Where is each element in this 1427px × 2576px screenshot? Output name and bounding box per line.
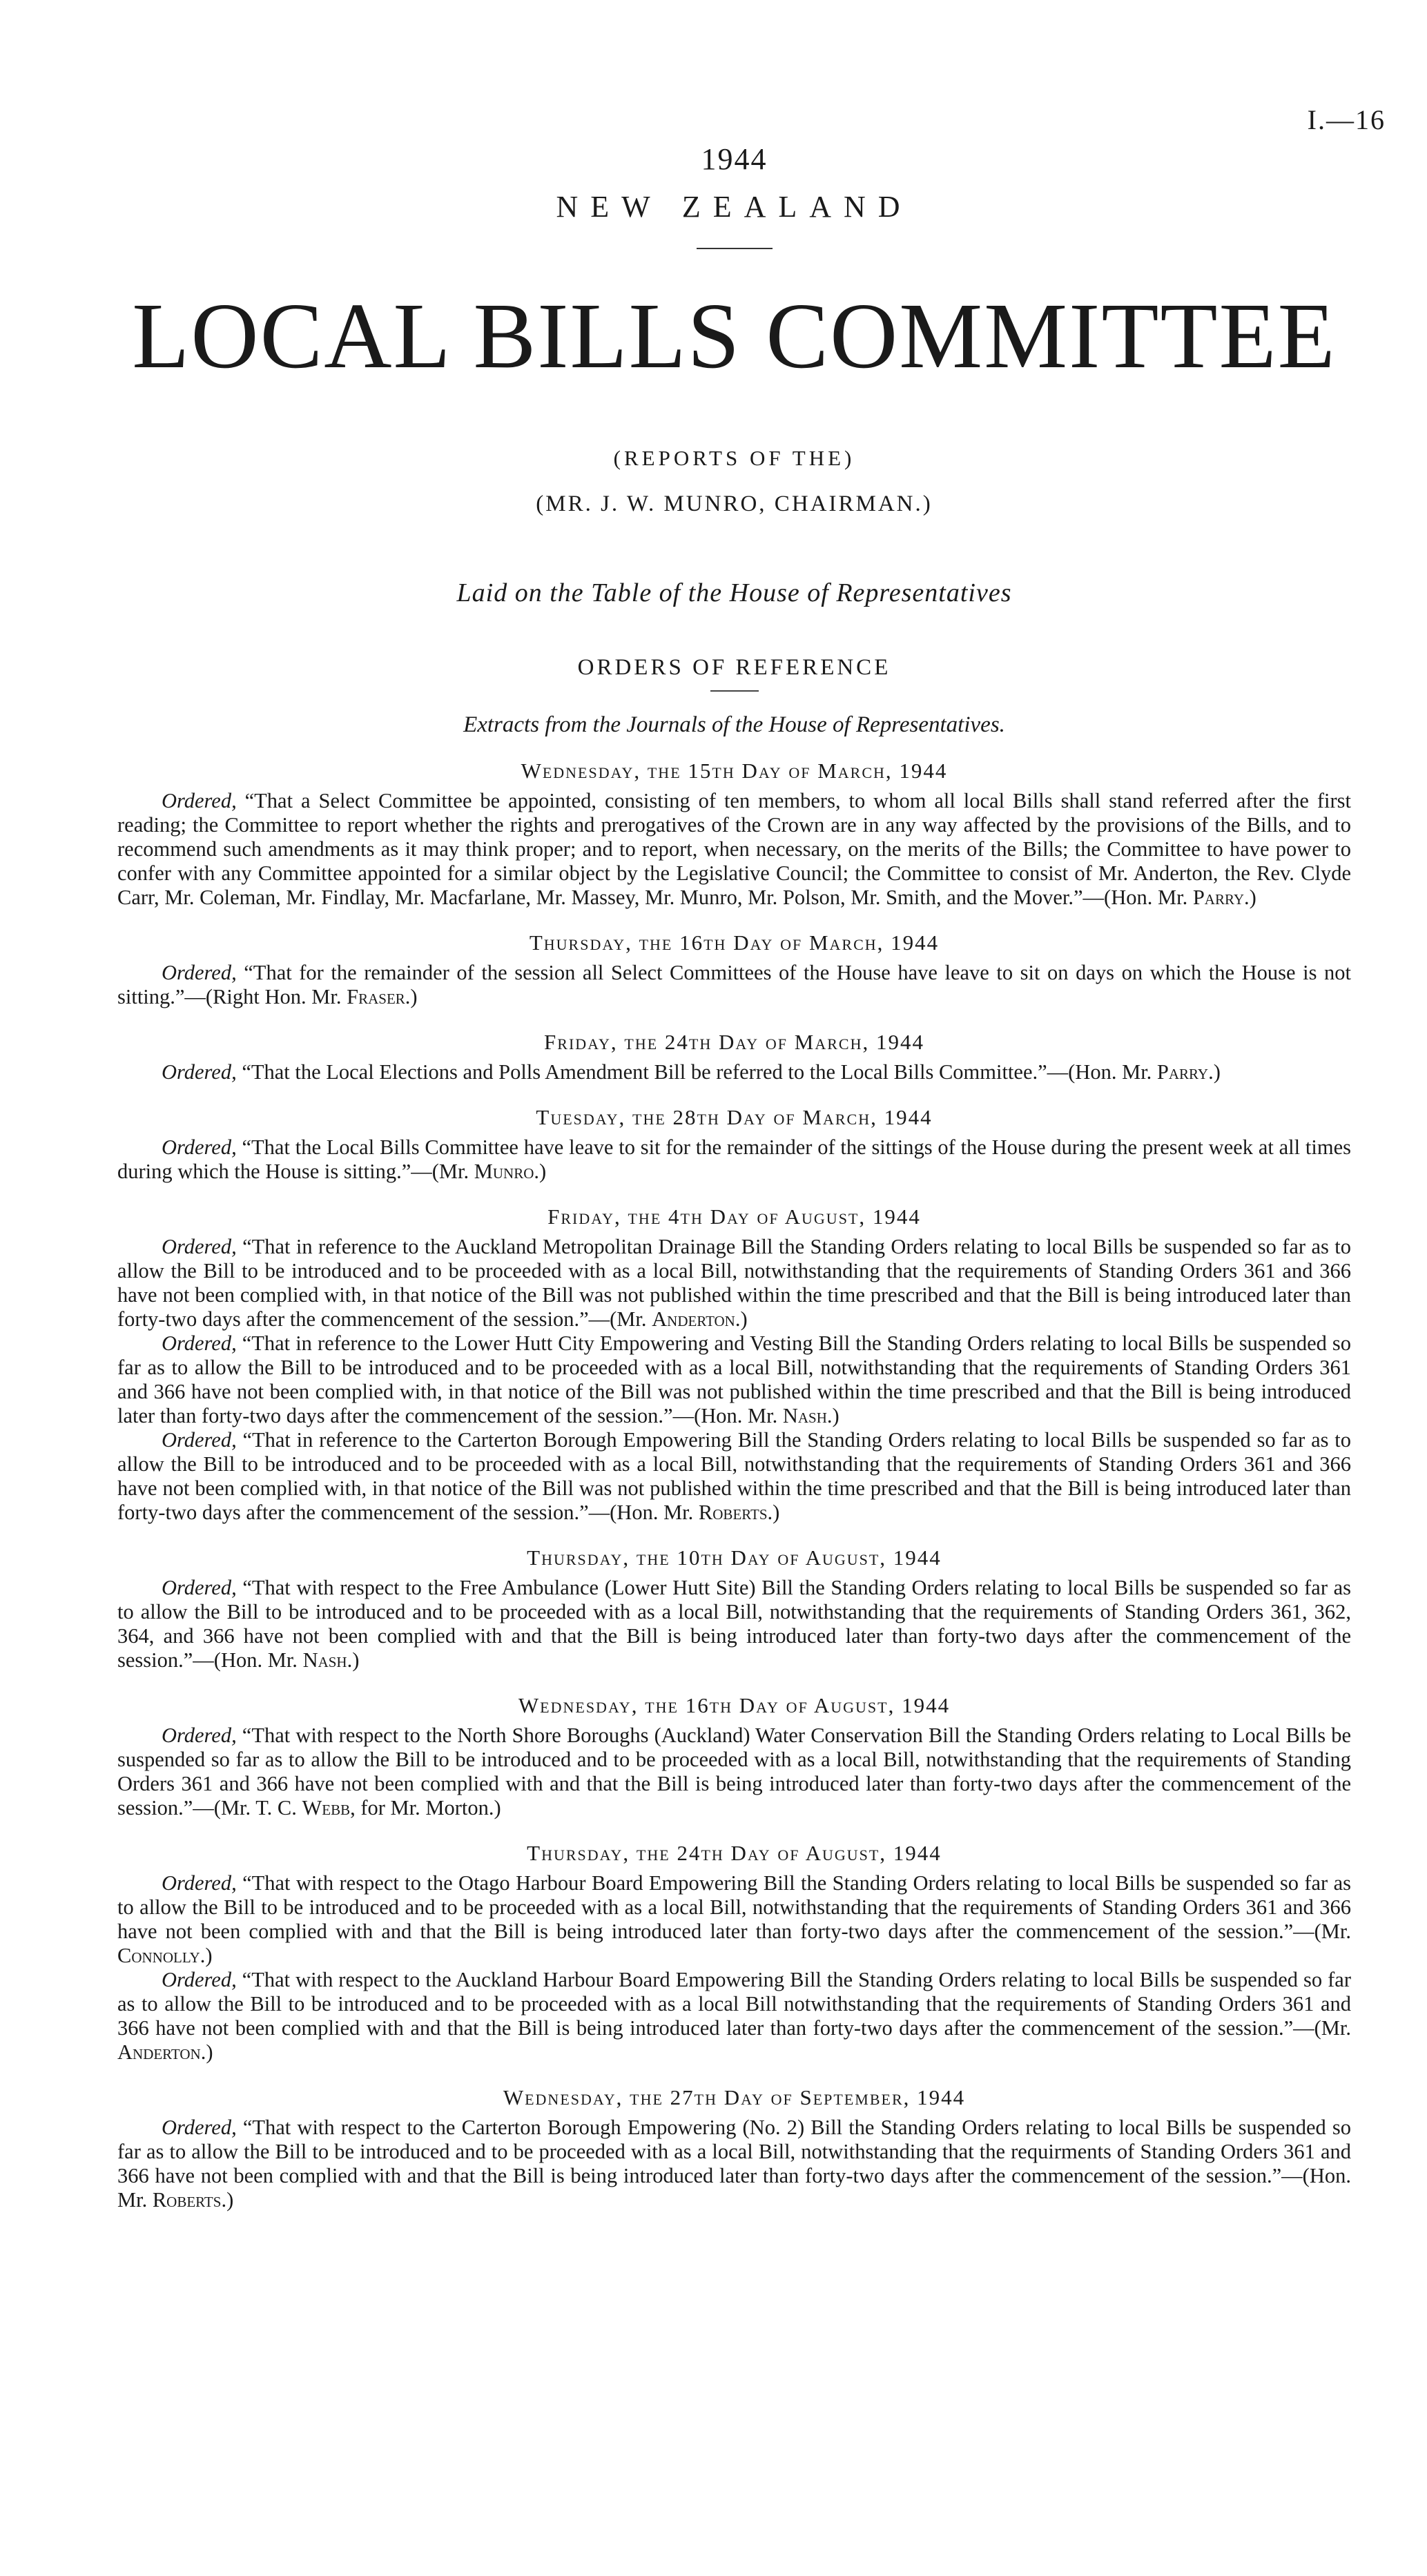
document-year: 1944 bbox=[701, 142, 768, 176]
ordered-lead: Ordered, bbox=[162, 1968, 237, 1992]
orders-of-reference-heading: ORDERS OF REFERENCE bbox=[577, 655, 891, 681]
country-heading: NEW ZEALAND bbox=[556, 190, 913, 224]
order-end: .) bbox=[200, 1944, 213, 1968]
mover-name: Connolly bbox=[117, 1944, 200, 1968]
ordered-lead: Ordered, bbox=[162, 2116, 237, 2140]
orders-divider bbox=[710, 690, 759, 692]
ordered-lead: Ordered, bbox=[162, 1871, 237, 1895]
order-end: .) bbox=[405, 985, 418, 1009]
order-end: , for Mr. Morton.) bbox=[350, 1796, 501, 1820]
entry-date: Thursday, the 24th Day of August, 1944 bbox=[527, 1841, 942, 1866]
order-end: .) bbox=[347, 1648, 360, 1672]
ordered-lead: Ordered, bbox=[162, 961, 237, 985]
order-paragraph bbox=[117, 1871, 1351, 1968]
ordered-lead: Ordered, bbox=[162, 789, 237, 813]
order-text: “That for the remainder of the session all Select Committees of the House have leave to sit on days on which the House is not sitting.”—(Right Hon. Mr. bbox=[117, 961, 1351, 1009]
order-end: .) bbox=[735, 1307, 748, 1331]
order-paragraph bbox=[117, 1576, 1351, 1672]
laid-on-table-line: Laid on the Table of the House of Representatives bbox=[456, 578, 1012, 608]
extracts-line: Extracts from the Journals of the House of Representatives. bbox=[463, 712, 1005, 738]
entry-date: Wednesday, the 27th Day of September, 1944 bbox=[503, 2085, 966, 2110]
order-paragraph bbox=[117, 1135, 1351, 1184]
order-text: “That in reference to the Auckland Metropolitan Drainage Bill the Standing Orders relating to local Bills be suspended so far as to allow the Bill to be introduced and to be proceeded with as a local Bill, notwithstanding that the requirements of Standing Orders 361 and 366 have not been complied with, in that notice of the Bill was not published within the time prescribed and that the Bill is being introduced later than forty-two days after the commencement of the session.”—(Mr. bbox=[117, 1235, 1351, 1331]
order-paragraph bbox=[117, 1968, 1351, 2065]
order-text: “That with respect to the Auckland Harbour Board Empowering Bill the Standing Orders relating to local Bills be suspended so far as to allow the Bill to be introduced and to be proceeded with as a local Bill notwithstanding that the requirements of Standing Orders 361 and 366 have not been complied with and that the Bill is being introduced later than forty-two days after the commencement of the session.”—(Mr. bbox=[117, 1968, 1351, 2040]
mover-name: Roberts bbox=[152, 2188, 222, 2212]
order-text: “That with respect to the Free Ambulance (Lower Hutt Site) Bill the Standing Orders relating to local Bills be suspended so far as to allow the Bill to be introduced and to be proceeded with as a local Bill, notwithstanding that the requirements of Standing Orders 361, 362, 364, and 366 have not been complied with and that the Bill is being introduced later than forty-two days after the commencement of the session.”—(Hon. Mr. bbox=[117, 1576, 1351, 1672]
ordered-lead: Ordered, bbox=[162, 1428, 237, 1452]
entry-date: Friday, the 24th Day of March, 1944 bbox=[544, 1030, 924, 1055]
order-paragraph bbox=[117, 1428, 1351, 1525]
document-subtitle: (REPORTS OF THE) bbox=[613, 446, 855, 471]
order-end: .) bbox=[1244, 886, 1256, 910]
order-text: “That the Local Elections and Polls Amendment Bill be referred to the Local Bills Committee.”—(Hon. Mr. bbox=[236, 1060, 1157, 1084]
order-paragraph bbox=[117, 1331, 1351, 1428]
ordered-lead: Ordered, bbox=[162, 1576, 237, 1600]
ordered-lead: Ordered, bbox=[162, 1135, 237, 1160]
paper-reference: I.—16 bbox=[1307, 104, 1386, 135]
mover-name: Parry bbox=[1156, 1060, 1209, 1084]
mover-name: Nash bbox=[302, 1648, 347, 1672]
mover-name: Roberts bbox=[698, 1501, 768, 1525]
entry-date: Thursday, the 10th Day of August, 1944 bbox=[527, 1545, 942, 1570]
chairman-line: (MR. J. W. MUNRO, CHAIRMAN.) bbox=[536, 491, 933, 517]
ordered-lead: Ordered, bbox=[162, 1724, 237, 1748]
order-text: “That with respect to the Carterton Borough Empowering (No. 2) Bill the Standing Orders relating to local Bills be suspended so far as to allow the Bill to be introduced and to be proceeded with as a local Bill, notwithstanding that the requirments of Standing Orders 361 and 366 have not been complied with and that the Bill is being introduced later than forty-two days after the commencement of the session.”—(Hon. Mr. bbox=[117, 2116, 1351, 2212]
order-end: .) bbox=[200, 2040, 213, 2065]
mover-name: Nash bbox=[782, 1404, 827, 1428]
order-end: .) bbox=[534, 1160, 547, 1184]
entry-date: Tuesday, the 28th Day of March, 1944 bbox=[536, 1105, 933, 1130]
order-paragraph bbox=[117, 789, 1351, 910]
order-end: .) bbox=[767, 1501, 780, 1525]
order-paragraph bbox=[117, 1060, 1351, 1084]
mover-name: Fraser bbox=[347, 985, 405, 1009]
order-text: “That in reference to the Carterton Borough Empowering Bill the Standing Orders relating to local Bills be suspended so far as to allow the Bill to be introduced and to be proceeded with as a local Bill, notwithstanding that the requirements of Standing Orders 361 and 366 have not been complied with, in that notice of the Bill was not published within the time prescribed and that the Bill is being introduced later than forty-two days after the commencement of the session.”—(Hon. Mr. bbox=[117, 1428, 1351, 1525]
order-text: “That the Local Bills Committee have leave to sit for the remainder of the sittings of the House during the present week at all times during which the House is sitting.”—(Mr. bbox=[117, 1135, 1351, 1184]
entry-date: Friday, the 4th Day of August, 1944 bbox=[547, 1204, 921, 1229]
order-paragraph bbox=[117, 1724, 1351, 1820]
document-title: LOCAL BILLS COMMITTEE bbox=[132, 284, 1337, 388]
ordered-lead: Ordered, bbox=[162, 1060, 237, 1084]
order-end: .) bbox=[826, 1404, 839, 1428]
header-divider bbox=[697, 248, 773, 249]
order-text: “That with respect to the Otago Harbour Board Empowering Bill the Standing Orders relating to local Bills be suspended so far as to allow the Bill to be introduced and to be proceeded with as a local Bill, notwithstanding that the requirements of Standing Orders 361 and 366 have not been complied with and that the Bill is being introduced later than forty-two days after the commencement of the session.”—(Mr. bbox=[117, 1871, 1351, 1944]
entry-date: Wednesday, the 15th Day of March, 1944 bbox=[521, 759, 948, 783]
order-text: “That with respect to the North Shore Boroughs (Auckland) Water Conservation Bill the Standing Orders relating to Local Bills be suspended so far as to allow the Bill to be introduced and to be proceeded with as a local Bill, notwithstanding that the requirements of Standing Orders 361 and 366 have not been complied with and that the Bill is being introduced later than forty-two days after the commencement of the session.”—(Mr. T. C. bbox=[117, 1724, 1351, 1820]
order-paragraph bbox=[117, 961, 1351, 1009]
order-text: “That a Select Committee be appointed, consisting of ten members, to whom all local Bills shall stand referred after the first reading; the Committee to report whether the rights and prerogatives of the Crown are in any way affected by the provisions of the Bills, and to recommend such amendments as it may think proper; and to report, when necessary, on the merits of the Bills; the Committee to have power to confer with any Committee appointed for a similar object by the Legislative Council; the Committee to consist of Mr. Anderton, the Rev. Clyde Carr, Mr. Coleman, Mr. Findlay, Mr. Macfarlane, Mr. Massey, Mr. Munro, Mr. Polson, Mr. Smith, and the Mover.”—(Hon. Mr. bbox=[117, 789, 1351, 910]
mover-name: Anderton bbox=[117, 2040, 201, 2065]
mover-name: Munro bbox=[474, 1160, 534, 1184]
order-end: .) bbox=[221, 2188, 234, 2212]
orders-list bbox=[117, 759, 1351, 2212]
order-text: “That in reference to the Lower Hutt City Empowering and Vesting Bill the Standing Orders relating to local Bills be suspended so far as to allow the Bill to be introduced and to be proceeded with as a local Bill, notwithstanding that the requirements of Standing Orders 361 and 366 have not been complied with, in that notice of the Bill was not published within the time prescribed and that the Bill is being introduced later than forty-two days after the commencement of the session.”—(Hon. Mr. bbox=[117, 1331, 1351, 1428]
order-paragraph bbox=[117, 1235, 1351, 1331]
entry-date: Wednesday, the 16th Day of August, 1944 bbox=[518, 1693, 951, 1718]
ordered-lead: Ordered, bbox=[162, 1331, 237, 1356]
order-end: .) bbox=[1208, 1060, 1221, 1084]
ordered-lead: Ordered, bbox=[162, 1235, 237, 1259]
order-paragraph bbox=[117, 2116, 1351, 2212]
entry-date: Thursday, the 16th Day of March, 1944 bbox=[529, 930, 940, 955]
mover-name: Anderton bbox=[652, 1307, 735, 1331]
mover-name: Parry bbox=[1192, 886, 1244, 910]
mover-name: Webb bbox=[302, 1796, 351, 1820]
